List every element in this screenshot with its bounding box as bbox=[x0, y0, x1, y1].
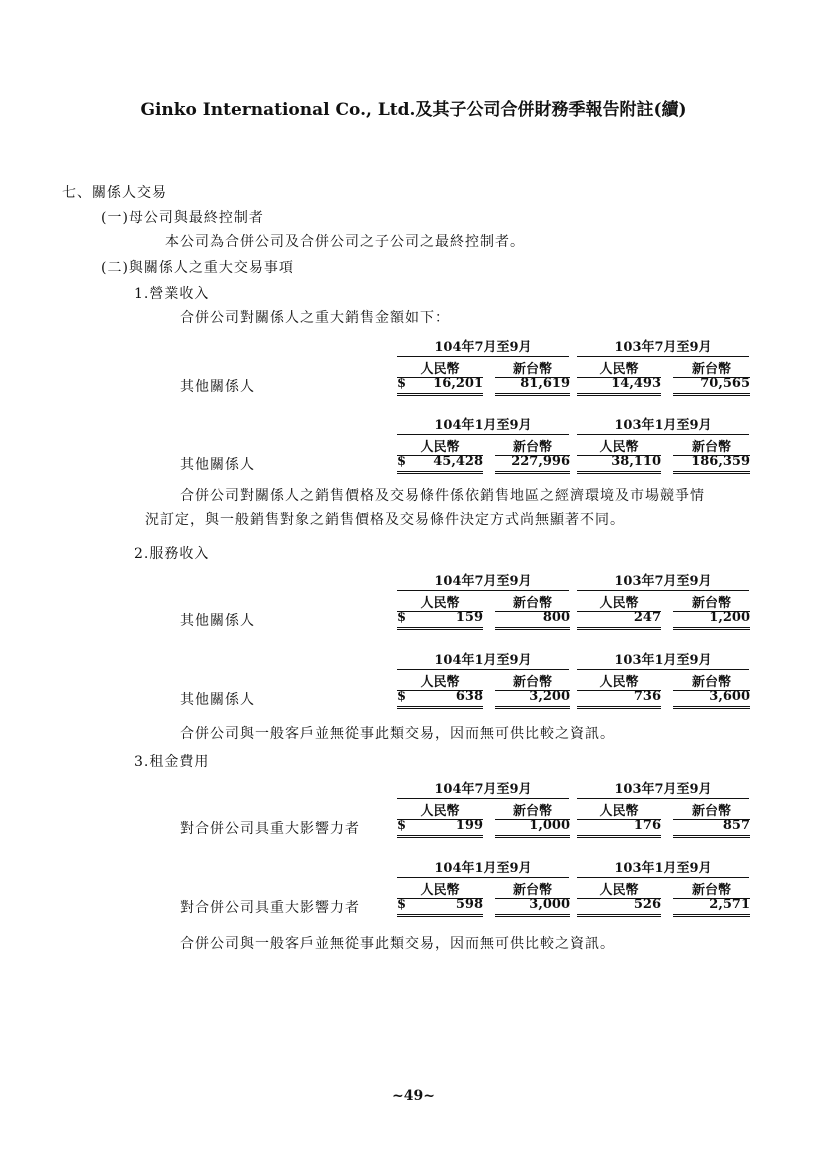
value-cell: 247 bbox=[577, 610, 661, 630]
col-header-rmb: 人民幣 bbox=[397, 592, 483, 612]
row-label: 其他關係人 bbox=[180, 692, 255, 708]
value-cell: 199 bbox=[397, 818, 483, 838]
currency-sign: $ bbox=[397, 818, 407, 833]
col-header-ntd: 新台幣 bbox=[673, 671, 750, 691]
value-cell: 857 bbox=[673, 818, 750, 838]
value-cell: 176 bbox=[577, 818, 661, 838]
col-header-ntd: 新台幣 bbox=[495, 592, 570, 612]
value-cell: 186,359 bbox=[673, 454, 750, 474]
value-cell: 3,200 bbox=[495, 689, 570, 709]
sub1-text: 本公司為合併公司及合併公司之子公司之最終控制者。 bbox=[165, 234, 525, 250]
value-cell: 526 bbox=[577, 897, 661, 917]
col-header-rmb: 人民幣 bbox=[577, 592, 661, 612]
page-number: ~49~ bbox=[392, 1088, 435, 1104]
row-label: 其他關係人 bbox=[180, 457, 255, 473]
currency-sign: $ bbox=[397, 610, 407, 625]
value-cell: 45,428 bbox=[397, 454, 483, 474]
value-cell: 38,110 bbox=[577, 454, 661, 474]
revenue-table-q3 bbox=[0, 336, 827, 406]
row-label: 其他關係人 bbox=[180, 613, 255, 629]
period-1-header: 104年7月至9月 bbox=[397, 778, 569, 799]
period-2-header: 103年1月至9月 bbox=[577, 649, 749, 670]
col-header-ntd: 新台幣 bbox=[495, 358, 570, 378]
value-cell: 598 bbox=[397, 897, 483, 917]
revenue-note: 合併公司對關係人之銷售價格及交易條件係依銷售地區之經濟環境及市場競爭情況訂定，與一般銷售對象之銷售價格及交易條件決定方式尚無顯著不同。 bbox=[145, 488, 705, 528]
value-cell: 2,571 bbox=[673, 897, 750, 917]
currency-sign: $ bbox=[397, 454, 407, 469]
rent-heading: 3.租金費用 bbox=[134, 754, 210, 770]
value-cell: 16,201 bbox=[397, 376, 483, 396]
service-table-ytd bbox=[0, 649, 827, 719]
col-header-ntd: 新台幣 bbox=[673, 436, 750, 456]
revenue-heading: 1.營業收入 bbox=[134, 286, 210, 302]
section-heading: 七、關係人交易 bbox=[62, 185, 167, 201]
row-label: 其他關係人 bbox=[180, 379, 255, 395]
revenue-table-ytd bbox=[0, 414, 827, 484]
col-header-rmb: 人民幣 bbox=[397, 800, 483, 820]
revenue-intro: 合併公司對關係人之重大銷售金額如下： bbox=[180, 310, 450, 326]
value-cell: 81,619 bbox=[495, 376, 570, 396]
value-cell: 736 bbox=[577, 689, 661, 709]
sub1-heading: (一)母公司與最終控制者 bbox=[101, 210, 264, 226]
col-header-ntd: 新台幣 bbox=[673, 879, 750, 899]
col-header-ntd: 新台幣 bbox=[673, 800, 750, 820]
col-header-rmb: 人民幣 bbox=[397, 358, 483, 378]
col-header-rmb: 人民幣 bbox=[577, 671, 661, 691]
currency-sign: $ bbox=[397, 376, 407, 391]
col-header-rmb: 人民幣 bbox=[397, 879, 483, 899]
col-header-ntd: 新台幣 bbox=[673, 592, 750, 612]
currency-sign: $ bbox=[397, 897, 407, 912]
value-cell: 70,565 bbox=[673, 376, 750, 396]
period-1-header: 104年7月至9月 bbox=[397, 570, 569, 591]
col-header-rmb: 人民幣 bbox=[577, 436, 661, 456]
value-cell: 227,996 bbox=[495, 454, 570, 474]
value-cell: 638 bbox=[397, 689, 483, 709]
value-cell: 159 bbox=[397, 610, 483, 630]
col-header-rmb: 人民幣 bbox=[397, 436, 483, 456]
period-2-header: 103年1月至9月 bbox=[577, 414, 749, 435]
period-2-header: 103年1月至9月 bbox=[577, 857, 749, 878]
rent-table-ytd bbox=[0, 857, 827, 927]
page-title: Ginko International Co., Ltd.及其子公司合併財務季報告附註(續) bbox=[140, 100, 687, 120]
rent-table-q3 bbox=[0, 778, 827, 848]
row-label: 對合併公司具重大影響力者 bbox=[180, 900, 360, 916]
col-header-ntd: 新台幣 bbox=[495, 671, 570, 691]
rent-note: 合併公司與一般客戶並無從事此類交易，因而無可供比較之資訊。 bbox=[180, 936, 615, 952]
service-note: 合併公司與一般客戶並無從事此類交易，因而無可供比較之資訊。 bbox=[180, 726, 615, 742]
col-header-rmb: 人民幣 bbox=[577, 358, 661, 378]
service-table-q3 bbox=[0, 570, 827, 640]
sub2-heading: (二)與關係人之重大交易事項 bbox=[101, 260, 294, 276]
row-label: 對合併公司具重大影響力者 bbox=[180, 821, 360, 837]
period-1-header: 104年1月至9月 bbox=[397, 414, 569, 435]
value-cell: 14,493 bbox=[577, 376, 661, 396]
col-header-rmb: 人民幣 bbox=[397, 671, 483, 691]
col-header-ntd: 新台幣 bbox=[673, 358, 750, 378]
col-header-rmb: 人民幣 bbox=[577, 879, 661, 899]
period-2-header: 103年7月至9月 bbox=[577, 778, 749, 799]
value-cell: 1,000 bbox=[495, 818, 570, 838]
value-cell: 3,600 bbox=[673, 689, 750, 709]
value-cell: 3,000 bbox=[495, 897, 570, 917]
period-2-header: 103年7月至9月 bbox=[577, 336, 749, 357]
col-header-rmb: 人民幣 bbox=[577, 800, 661, 820]
col-header-ntd: 新台幣 bbox=[495, 436, 570, 456]
col-header-ntd: 新台幣 bbox=[495, 879, 570, 899]
currency-sign: $ bbox=[397, 689, 407, 704]
period-1-header: 104年7月至9月 bbox=[397, 336, 569, 357]
value-cell: 1,200 bbox=[673, 610, 750, 630]
value-cell: 800 bbox=[495, 610, 570, 630]
service-heading: 2.服務收入 bbox=[134, 546, 210, 562]
col-header-ntd: 新台幣 bbox=[495, 800, 570, 820]
period-2-header: 103年7月至9月 bbox=[577, 570, 749, 591]
period-1-header: 104年1月至9月 bbox=[397, 857, 569, 878]
period-1-header: 104年1月至9月 bbox=[397, 649, 569, 670]
